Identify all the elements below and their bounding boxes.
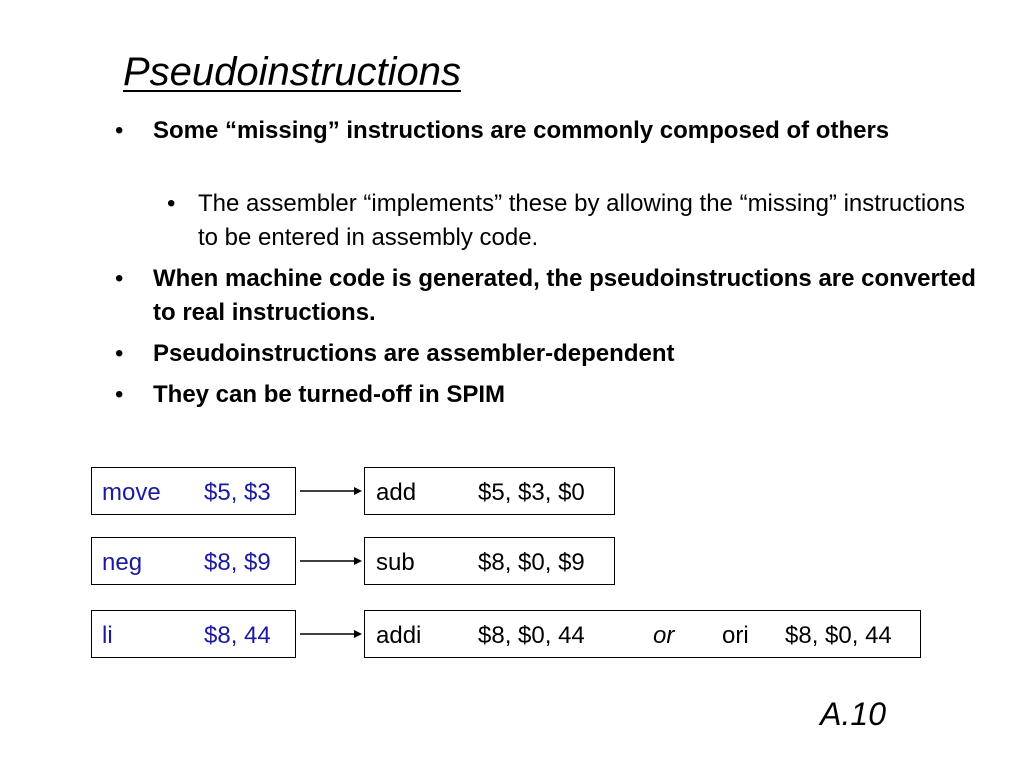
real-instruction-box [364,537,615,585]
real-args: $5, $3, $0 [478,479,585,506]
bullet-text: When machine code is generated, the pseudoinstructions are converted to real instructions. [153,265,976,326]
bullet-dot: • [167,190,176,217]
bullet-dot: • [115,381,124,408]
bullet-1 [115,114,973,148]
real-op: addi [376,622,422,649]
pseudo-op: move [102,479,161,506]
arrow-icon [296,551,364,571]
bullet-dot: • [115,117,124,144]
real-instruction-box [364,610,921,658]
pseudo-args: $5, $3 [204,479,271,506]
bullet-dot: • [115,265,124,292]
bullet-2 [115,262,1003,330]
pseudo-args: $8, $9 [204,549,271,576]
bullet-dot: • [115,340,124,367]
bullet-text: They can be turned-off in SPIM [153,381,506,408]
real-args: $8, $0, $9 [478,549,585,576]
pseudo-instruction-box [91,537,296,585]
bullet-text: Pseudoinstructions are assembler-dependent [153,340,675,367]
pseudo-op: neg [102,549,143,576]
sub-bullet-1 [167,187,978,255]
slide-title: Pseudoinstructions [123,50,461,94]
real-op: add [376,479,417,506]
real-args: $8, $0, 44 [478,622,585,649]
bullet-3 [115,337,973,371]
arrow-icon [296,481,364,501]
real-op: sub [376,549,415,576]
arrow-icon [296,624,364,644]
real-instruction-box [364,467,615,515]
alt-op: ori [722,622,749,649]
alt-args: $8, $0, 44 [785,622,892,649]
bullet-4 [115,378,973,412]
page-number: A.10 [820,696,886,732]
pseudo-instruction-box [91,467,296,515]
bullet-text: The assembler “implements” these by allowing the “missing” instructions to be entered in assembly code. [198,190,965,251]
pseudo-instruction-box [91,610,296,658]
or-word: or [653,622,675,649]
pseudo-op: li [102,622,113,649]
bullet-text: Some “missing” instructions are commonly composed of others [153,117,890,144]
pseudo-args: $8, 44 [204,622,271,649]
